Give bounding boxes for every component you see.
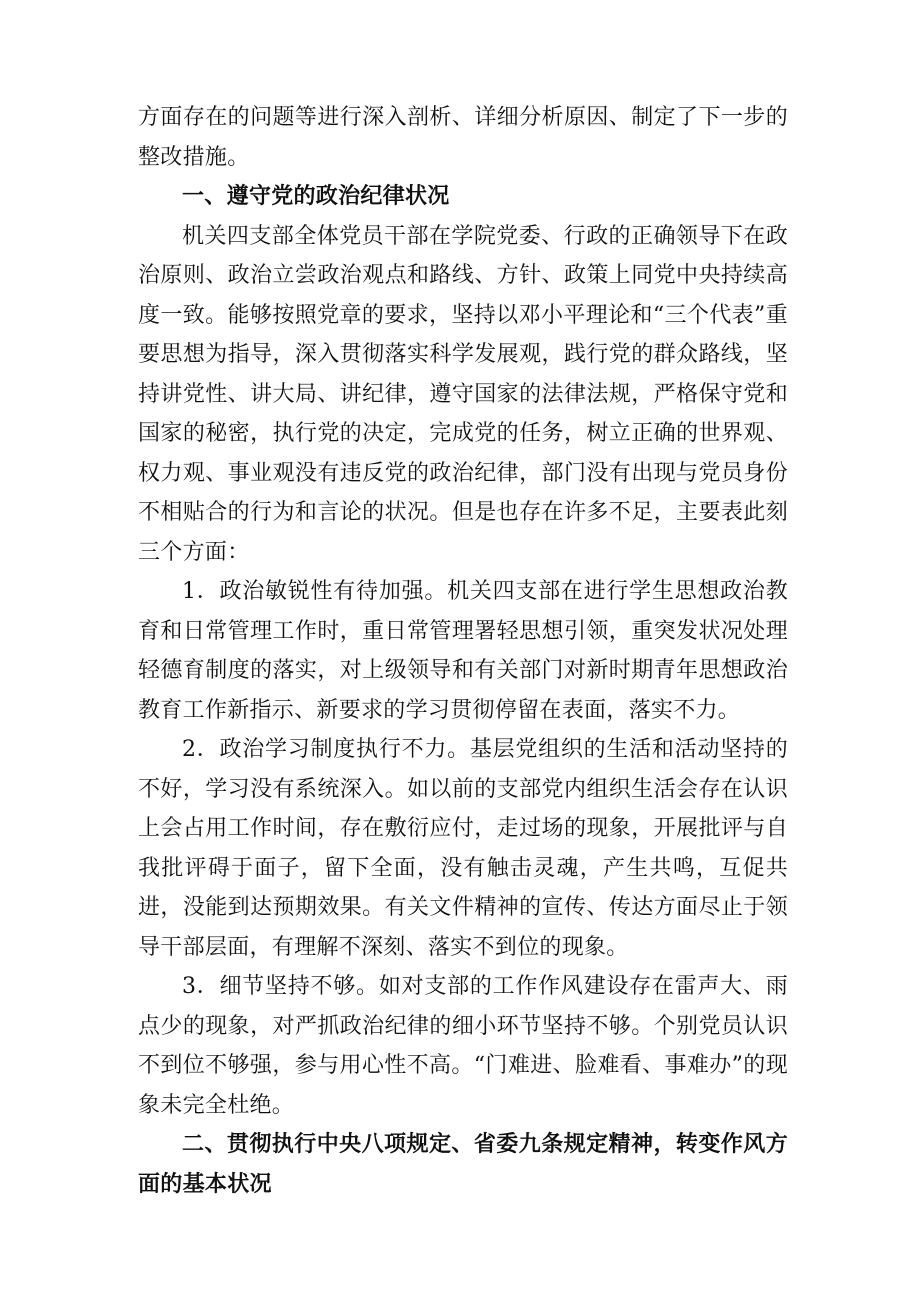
paragraph-item-1: 1．政治敏锐性有待加强。机关四支部在进行学生思想政治教育和日常管理工作时，重日常管理署轻思想引领，重突发状况处理轻德育制度的落实，对上级领导和有关部门对新时期青年思想政治教育工作新指示、新要求的学习贯彻停留在表面，落实不力。 [138, 579, 788, 723]
paragraph-item-3: 3．细节坚持不够。如对支部的工作作风建设存在雷声大、雨点少的现象，对严抓政治纪律的细小环节坚持不够。个别党员认识不到位不够强，参与用心性不高。“门难进、脸难看、事难办”的现象未完全杜绝。 [138, 974, 788, 1118]
paragraph-continuation: 方面存在的问题等进行深入剖析、详细分析原因、制定了下一步的整改措施。 [138, 105, 788, 170]
paragraph-item-2: 2．政治学习制度执行不力。基层党组织的生活和活动坚持的不好，学习没有系统深入。如以前的支部党内组织生活会存在认识上会占用工作时间，存在敷衍应付，走过场的现象，开展批评与自我批评碍于面子，留下全面，没有触击灵魂，产生共鸣，互促共进，没能到达预期效果。有关文件精神的宣传、传达方面尽止于领导干部层面，有理解不深刻、落实不到位的现象。 [138, 737, 788, 960]
document-page [138, 98, 788, 1204]
section-heading-2: 二、贯彻执行中央八项规定、省委九条规定精神，转变作风方面的基本状况 [138, 1131, 788, 1197]
section-heading-1: 一、遵守党的政治纪律状况 [182, 183, 450, 209]
paragraph-political-discipline: 机关四支部全体党员干部在学院党委、行政的正确领导下在政治原则、政治立尝政治观点和路线、方针、政策上同党中央持续高度一致。能够按照党章的要求，坚持以邓小平理论和“三个代表”重要思想为指导，深入贯彻落实科学发展观，践行党的群众路线，坚持讲党性、讲大局、讲纪律，遵守国家的法律法规，严格保守党和国家的秘密，执行党的决定，完成党的任务，树立正确的世界观、权力观、事业观没有违反党的政治纪律，部门没有出现与党员身份不相贴合的行为和言论的状况。但是也存在许多不足，主要表此刻三个方面： [138, 223, 788, 565]
